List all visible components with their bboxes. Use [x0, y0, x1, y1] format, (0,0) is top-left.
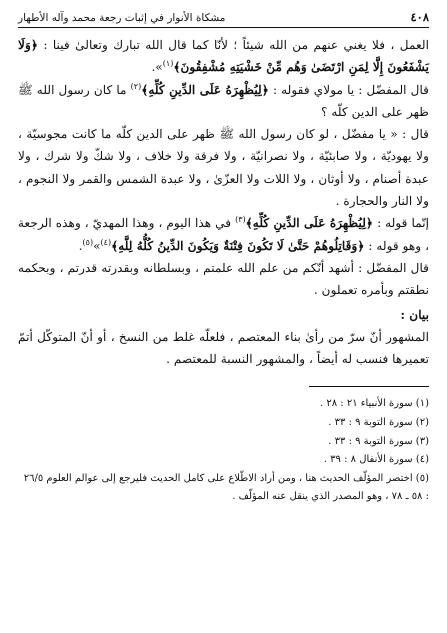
section-title: بيان :	[400, 307, 429, 322]
footnote: (٣) سورة التوبة ٩ : ٣٣ .	[328, 435, 429, 447]
paragraph-2-question: ما كان رسول الله ﷺ ظهر على الدين كلّه ؟	[18, 82, 429, 119]
quote-close: »	[93, 238, 101, 253]
footnote: (١) سورة الأنبياء ٢١ : ٢٨ .	[320, 398, 429, 410]
footnote-ref-3: (٣)	[235, 215, 246, 225]
footnote-divider	[309, 386, 429, 387]
quran-verse-2: ﴿لِيُظْهِرَهُ عَلَى الدِّينِ كُلِّهِ﴾	[141, 82, 269, 97]
quran-verse-1: ﴿وَلَا يَشْفَعُونَ إِلَّا لِمَنِ ارْتَضَىٰ وَهُم مِّنْ خَشْيَتِهِ مُشْفِقُونَ﴾	[18, 38, 429, 75]
footnote-ref-1: (١)	[162, 59, 174, 69]
paragraph-4-text-continued: في هذا اليوم ، وهذا المهديّ ، وهذه الرجعة ، وهو قوله :	[18, 216, 429, 253]
paragraph-1-text: العمل ، فلا يغني عنهم من الله شيئاً ؛ لأنّا كما قال الله تبارك وتعالىٰ فينا :	[43, 38, 430, 52]
footnote: (٤) سورة الأنفال ٨ : ٣٩ .	[323, 454, 429, 466]
paragraph-5	[18, 257, 429, 302]
paragraph-1	[18, 34, 429, 79]
paragraph-6-text: المشهور أنّ سرّ من رأىٰ بناء المعتصم ، فلعلّه غلط من النسخ ، أو أنّ المتوكّل أتمّ تعميرها فنسب له أيضاً ، والمشهور النسبة للمعتصم .	[18, 329, 429, 367]
main-text	[18, 34, 429, 370]
footnote: (٢) سورة التوبة ٩ : ٣٣ .	[328, 417, 429, 429]
paragraph-2	[18, 79, 429, 124]
paragraph-4	[18, 212, 429, 257]
paragraph-3	[18, 123, 429, 212]
footnote-ref-2: (٢)	[130, 81, 142, 91]
quote-close: ».	[151, 60, 163, 75]
paragraph-3-text: قال : « يا مفضّل ، لو كان رسول الله ﷺ ظهر على الدين كلّه ما كانت مجوسيّة ، ولا يهوديّة ، ولا صابئيّة ، ولا نصرانيّة ، ولا فرقة ولا خلاف ، ولا شكّ ولا شرك ، ولا عبدة أصنام ، ولا أوثان ، ولا اللات ولا العزّىٰ ، ولا عبدة الشمس والقمر ولا النجوم ، ولا النار والحجارة .	[18, 127, 429, 209]
quran-verse-4: ﴿وَقَاتِلُوهُمْ حَتَّىٰ لَا تَكُونَ فِتْنَةٌ وَيَكُونَ الدِّينُ كُلُّهُ لِلَّهِ﴾	[111, 238, 365, 253]
full-stop: .	[78, 238, 83, 253]
footnote-ref-4: (٤)	[100, 237, 112, 247]
footnote-ref-5: (٥)	[82, 237, 94, 247]
paragraph-4-text: إنّما قوله :	[377, 216, 430, 231]
footnote: (٥) اختصر المؤلّف الحديث هنا ، ومن أراد الاطّلاع على كامل الحديث فليرجع إلى عوالم العلوم ٢٦/٥ : ٥٨ ـ ٧٨ ، وهو المصدر الذي ينقل عنه المؤلّف .	[23, 472, 429, 503]
page-number: ٤٠٨	[410, 10, 429, 24]
quran-verse-3: ﴿لِيُظْهِرَهُ عَلَى الدِّينِ كُلِّهِ﴾	[245, 216, 374, 231]
page-header	[18, 10, 429, 28]
footnotes	[18, 395, 429, 507]
running-title: مشكاة الأنوار في إثبات رجعة محمد وآله الأطهار	[18, 12, 226, 24]
paragraph-6	[18, 326, 429, 371]
paragraph-5-text: قال المفضّل : أشهد أنّكم من علم الله علمتم ، وبسلطانه وبقدرته قدرتم ، وبحكمه نطقتم وبأمره تعملون .	[18, 260, 429, 298]
paragraph-2-text: قال المفضّل : يا مولاي فقوله :	[272, 82, 430, 97]
